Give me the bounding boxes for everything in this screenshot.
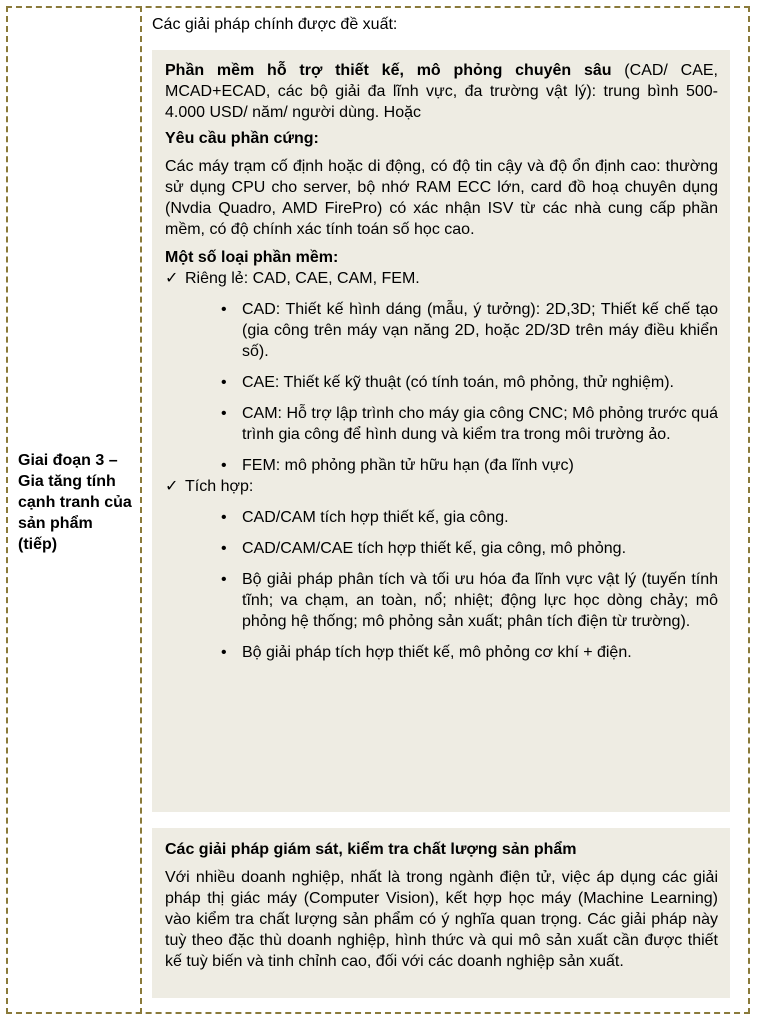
bullet-icon: • xyxy=(221,457,227,474)
check-icon: ✓ xyxy=(165,478,179,495)
column-divider xyxy=(140,6,142,1014)
bullet-icon: • xyxy=(221,405,227,422)
software-types-heading: Một số loại phần mềm: xyxy=(165,249,339,266)
hardware-text: Các máy trạm cố định hoặc di động, có độ tin cậy và độ ổn định cao: thường sử dụng CPU cho server, bộ nhớ RAM ECC lớn, card đồ hoạ chuyên dụng (Nvdia Quadro, AMD FirePro) có xác nhận ISV từ các nhà cung cấp phần mềm, có độ chính xác tính toán số học cao. xyxy=(165,158,718,238)
check-label: Riêng lẻ: CAD, CAE, CAM, FEM. xyxy=(185,270,420,287)
bullet-icon: • xyxy=(221,301,227,318)
individual-list xyxy=(165,299,718,476)
list-item xyxy=(165,455,718,476)
software-intro xyxy=(165,60,718,123)
quality-inspection-box xyxy=(152,828,730,998)
software-desc: (CAD/ CAE, MCAD+ECAD, các bộ giải đa lĩnh vực, đa trường vật lý): trung bình 500-4.000 USD/ năm/ người dùng. Hoặc xyxy=(165,62,718,121)
bullet-icon: • xyxy=(221,644,227,661)
design-software-box xyxy=(152,50,730,812)
list-item-text: CAM: Hỗ trợ lập trình cho máy gia công CNC; Mô phỏng trước quá trình gia công để hình dung và kiểm tra trong môi trường ảo. xyxy=(242,405,718,443)
software-heading: Phần mềm hỗ trợ thiết kế, mô phỏng chuyên sâu xyxy=(165,62,612,79)
integrated-list xyxy=(165,507,718,663)
list-item-text: CAD/CAM/CAE tích hợp thiết kế, gia công, mô phỏng. xyxy=(242,540,627,557)
list-item-text: Bộ giải pháp tích hợp thiết kế, mô phỏng cơ khí + điện. xyxy=(242,644,632,661)
list-item-text: FEM: mô phỏng phần tử hữu hạn (đa lĩnh vực) xyxy=(242,457,574,474)
list-item xyxy=(165,538,718,559)
quality-heading: Các giải pháp giám sát, kiểm tra chất lượng sản phẩm xyxy=(165,841,577,858)
quality-text: Với nhiều doanh nghiệp, nhất là trong ngành điện tử, việc áp dụng các giải pháp thị giác máy (Computer Vision), kết hợp học máy (Machine Learning) vào kiểm tra chất lượng sản phẩm có ý nghĩa quan trọng. Các giải pháp này tuỳ theo đặc thù doanh nghiệp, hình thức và qui mô sản xuất cần được thiết kế tuỳ biến và tinh chỉnh cao, đối với các doanh nghiệp sản xuất. xyxy=(165,869,718,970)
list-item-text: CAD/CAM tích hợp thiết kế, gia công. xyxy=(242,509,509,526)
stage-label: Giai đoạn 3 – Gia tăng tính cạnh tranh của sản phẩm (tiếp) xyxy=(18,452,132,553)
bullet-icon: • xyxy=(221,571,227,588)
list-item xyxy=(165,299,718,362)
check-label: Tích hợp: xyxy=(185,478,254,495)
list-item-text: CAE: Thiết kế kỹ thuật (có tính toán, mô phỏng, thử nghiệm). xyxy=(242,374,674,391)
bullet-icon: • xyxy=(221,540,227,557)
list-item xyxy=(165,403,718,445)
list-item-text: Bộ giải pháp phân tích và tối ưu hóa đa lĩnh vực vật lý (tuyến tính tĩnh; va chạm, an toàn, nổ; nhiệt; động lực học dòng chảy; mô phỏng hệ thống; mô phỏng sản xuất; phân tích điện từ trường). xyxy=(242,571,718,630)
check-item-integrated xyxy=(165,476,718,497)
list-item xyxy=(165,569,718,632)
intro-text: Các giải pháp chính được đề xuất: xyxy=(152,16,398,33)
bullet-icon: • xyxy=(221,374,227,391)
list-item xyxy=(165,642,718,663)
bullet-icon: • xyxy=(221,509,227,526)
check-icon: ✓ xyxy=(165,270,179,287)
hardware-heading: Yêu cầu phần cứng: xyxy=(165,130,319,147)
check-item-individual xyxy=(165,268,718,289)
list-item-text: CAD: Thiết kế hình dáng (mẫu, ý tưởng): 2D,3D; Thiết kế chế tạo (gia công trên máy vạn năng 2D, hoặc 2D/3D trên máy điều khiển số). xyxy=(242,301,718,360)
list-item xyxy=(165,507,718,528)
list-item xyxy=(165,372,718,393)
